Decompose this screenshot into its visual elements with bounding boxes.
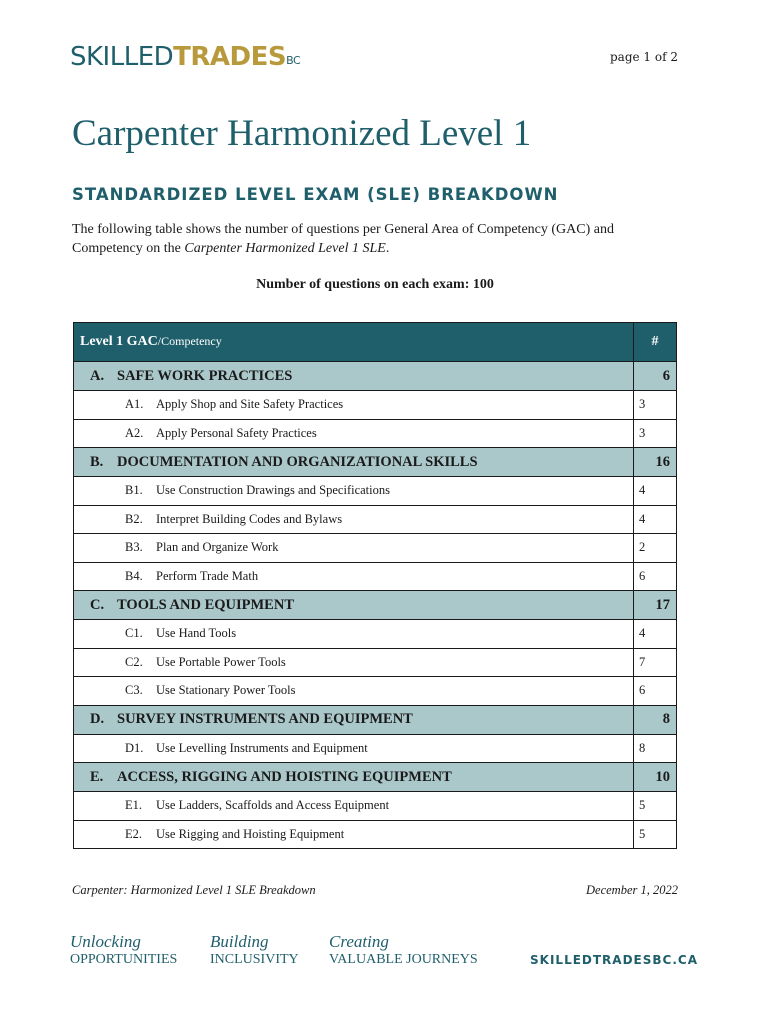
gac-total: 10 — [634, 763, 677, 792]
competency-count: 3 — [634, 419, 677, 448]
website-url: SKILLEDTRADESBC.CA — [530, 953, 698, 967]
gac-label — [74, 705, 634, 734]
gac-label — [74, 362, 634, 391]
competency-code: B2. — [125, 511, 143, 526]
competency-row — [74, 620, 677, 649]
competency-count: 8 — [634, 734, 677, 763]
competency-count: 3 — [634, 391, 677, 420]
competency-name: Interpret Building Codes and Bylaws — [156, 511, 343, 526]
gac-label — [74, 763, 634, 792]
gac-letter: A. — [90, 367, 105, 384]
competency-row — [74, 648, 677, 677]
competency-label — [74, 648, 634, 677]
competency-count: 6 — [634, 562, 677, 591]
competency-code: E1. — [125, 798, 143, 813]
competency-count: 5 — [634, 792, 677, 821]
competency-name: Use Rigging and Hoisting Equipment — [156, 826, 345, 841]
competency-code: C3. — [125, 683, 143, 698]
competency-row — [74, 562, 677, 591]
competency-label — [74, 620, 634, 649]
competency-row — [74, 534, 677, 563]
competency-count: 5 — [634, 820, 677, 849]
logo-skilled: SKILLED — [70, 42, 174, 72]
competency-code: A1. — [125, 397, 144, 412]
gac-total: 8 — [634, 705, 677, 734]
competency-code: A2. — [125, 425, 144, 440]
competency-name: Use Stationary Power Tools — [156, 683, 296, 698]
intro-exam-name: Carpenter Harmonized Level 1 SLE — [184, 241, 386, 256]
competency-count: 6 — [634, 677, 677, 706]
tagline-building: Building INCLUSIVITY — [210, 932, 299, 967]
gac-row — [74, 362, 677, 391]
tagline-creating: Creating VALUABLE JOURNEYS — [329, 932, 478, 967]
competency-count: 4 — [634, 620, 677, 649]
competency-label — [74, 477, 634, 506]
page-title: Carpenter Harmonized Level 1 — [72, 113, 532, 154]
competency-row — [74, 820, 677, 849]
gac-label — [74, 448, 634, 477]
questions-count: Number of questions on each exam: 100 — [256, 277, 494, 292]
competency-label — [74, 505, 634, 534]
competency-name: Apply Shop and Site Safety Practices — [156, 397, 344, 412]
competency-count: 2 — [634, 534, 677, 563]
competency-label — [74, 562, 634, 591]
table-header-row — [74, 323, 677, 362]
competency-name: Use Portable Power Tools — [156, 654, 286, 669]
competency-code: B3. — [125, 540, 143, 555]
logo-bc: BC — [286, 54, 301, 67]
logo-trades: TRADES — [173, 42, 287, 72]
competency-label — [74, 677, 634, 706]
competency-count: 4 — [634, 477, 677, 506]
gac-name: DOCUMENTATION AND ORGANIZATIONAL SKILLS — [117, 453, 478, 470]
competency-label — [74, 391, 634, 420]
competency-row — [74, 477, 677, 506]
gac-row — [74, 705, 677, 734]
gac-letter: C. — [90, 596, 105, 613]
tagline-unlocking: Unlocking OPPORTUNITIES — [70, 932, 178, 967]
gac-letter: D. — [90, 711, 105, 727]
competency-code: B4. — [125, 568, 143, 583]
gac-total: 6 — [634, 362, 677, 391]
competency-row — [74, 677, 677, 706]
competency-label — [74, 734, 634, 763]
gac-name: SURVEY INSTRUMENTS AND EQUIPMENT — [117, 711, 413, 727]
competency-row — [74, 792, 677, 821]
competency-row — [74, 391, 677, 420]
competency-code: C2. — [125, 654, 143, 669]
skilledtradesbc-logo — [70, 40, 300, 74]
competency-name: Use Ladders, Scaffolds and Access Equipment — [156, 798, 390, 813]
header-gac: Level 1 GAC — [80, 334, 158, 349]
intro-end: . — [385, 241, 390, 256]
intro-paragraph — [72, 220, 672, 258]
gac-row — [74, 763, 677, 792]
competency-name: Use Construction Drawings and Specifications — [156, 483, 390, 498]
competency-name: Use Levelling Instruments and Equipment — [156, 740, 368, 755]
gac-row — [74, 448, 677, 477]
header-competency: /Competency — [157, 334, 222, 348]
competency-label — [74, 534, 634, 563]
footer-date: December 1, 2022 — [586, 883, 678, 897]
header-label — [74, 323, 634, 362]
competency-row — [74, 505, 677, 534]
gac-row — [74, 591, 677, 620]
gac-total: 16 — [634, 448, 677, 477]
competency-count: 7 — [634, 648, 677, 677]
gac-name: ACCESS, RIGGING AND HOISTING EQUIPMENT — [117, 768, 452, 785]
competency-label — [74, 419, 634, 448]
gac-letter: B. — [90, 453, 104, 470]
competency-code: C1. — [125, 626, 143, 641]
competency-name: Perform Trade Math — [156, 568, 259, 583]
footer-document-name: Carpenter: Harmonized Level 1 SLE Breakdown — [72, 883, 316, 897]
gac-name: SAFE WORK PRACTICES — [117, 367, 293, 384]
page-subtitle: STANDARDIZED LEVEL EXAM (SLE) BREAKDOWN — [72, 185, 559, 204]
competency-name: Use Hand Tools — [156, 626, 237, 641]
gac-label — [74, 591, 634, 620]
gac-total: 17 — [634, 591, 677, 620]
competency-label — [74, 820, 634, 849]
breakdown-table — [73, 322, 677, 849]
gac-letter: E. — [90, 768, 104, 785]
page-number: page 1 of 2 — [610, 50, 678, 64]
competency-code: B1. — [125, 483, 143, 498]
header-number: # — [634, 323, 677, 362]
competency-row — [74, 419, 677, 448]
competency-code: E2. — [125, 826, 143, 841]
competency-name: Plan and Organize Work — [156, 540, 279, 555]
competency-label — [74, 792, 634, 821]
competency-name: Apply Personal Safety Practices — [156, 425, 317, 440]
gac-name: TOOLS AND EQUIPMENT — [117, 596, 294, 613]
competency-count: 4 — [634, 505, 677, 534]
competency-code: D1. — [125, 740, 144, 755]
intro-text: The following table shows the number of questions per General Area of Competency (GAC) and Competency on the — [72, 222, 614, 256]
competency-row — [74, 734, 677, 763]
